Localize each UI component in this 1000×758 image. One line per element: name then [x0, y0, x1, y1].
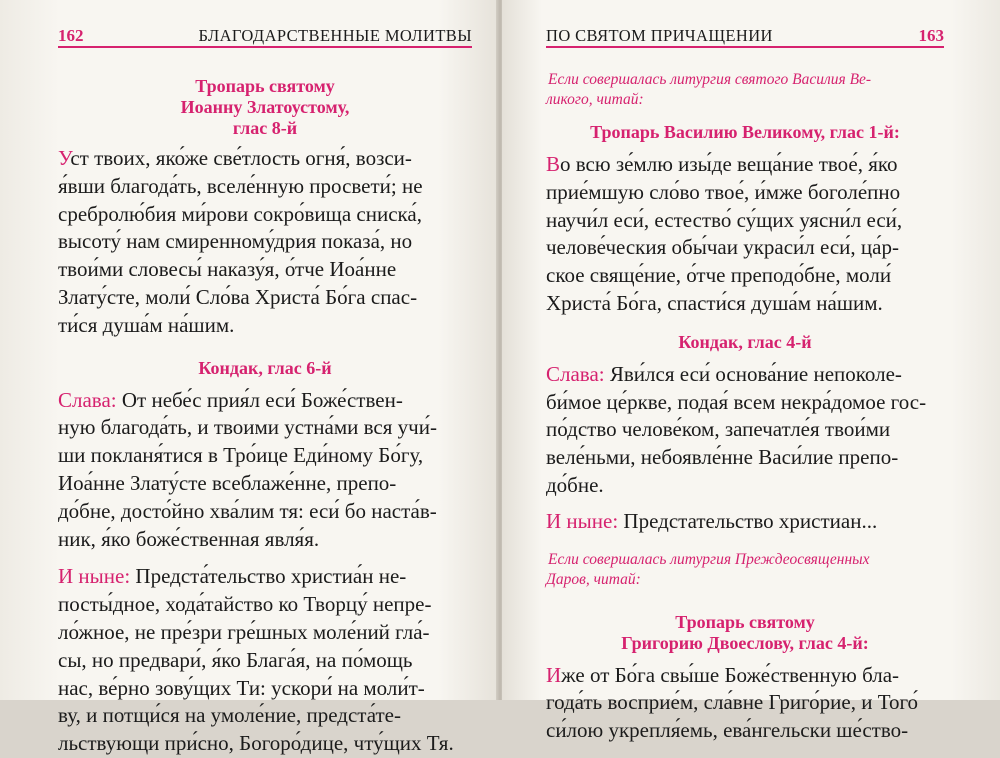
- text-line: прие́мшую сло́во твое́, и́мже боголе́пно: [546, 179, 901, 204]
- text-line: года́ть восприе́м, сла́вне Григо́рие, и Того́: [546, 690, 919, 715]
- rubric-line: ликого, читай:: [546, 91, 644, 108]
- text-line: ную благода́ть, и твоими устна́ми вся учи́-: [58, 415, 437, 440]
- heading-line: Иоанну Златоустому,: [180, 97, 350, 117]
- text-line: же от Бо́га свы́ше Боже́ственную бла-: [561, 662, 900, 687]
- drop-letter: У: [58, 146, 71, 170]
- prayer-text: [58, 387, 472, 554]
- heading-line: Тропарь святому: [675, 611, 815, 632]
- section-heading: [58, 76, 472, 139]
- text-line: нас, ве́рно зову́щих Ти: ускори́ на моли́т-: [58, 675, 425, 700]
- text-line: Предстательство христиан...: [618, 508, 878, 533]
- section-heading: [546, 612, 944, 654]
- running-title: БЛАГОДАРСТВЕННЫЕ МОЛИТВЫ: [198, 26, 472, 45]
- heading-line: глас 8-й: [232, 118, 298, 138]
- left-page-header: [58, 20, 472, 48]
- rubric-line: Даров, читай:: [546, 570, 641, 588]
- prayer-text: [58, 145, 472, 340]
- right-page-header: [546, 20, 944, 48]
- text-line: ти́ся душа́м на́шим.: [58, 312, 235, 337]
- text-line: Иоа́нне Злату́сте всеблаже́нне, препо-: [58, 470, 397, 495]
- text-line: до́бне, досто́йно хва́лим тя: еси́ бо наста́в-: [58, 498, 437, 523]
- prayer-text: [546, 151, 944, 318]
- page-number: 163: [918, 26, 944, 45]
- text-line: ву, и потщи́ся на умоле́ние, предста́те-: [58, 703, 401, 728]
- heading-line: Кондак, глас 6-й: [198, 357, 332, 378]
- text-line: ши покланя́тися в Тро́ице Еди́ному Бо́гу,: [58, 443, 424, 468]
- prayer-text: [546, 361, 944, 500]
- text-line: От небе́с прия́л еси́ Боже́ствен-: [116, 387, 403, 412]
- text-line: льствующи при́сно, Богоро́дице, чту́щих Тя.: [58, 731, 454, 756]
- text-line: Яви́лся еси́ основа́ние непоколе-: [604, 361, 902, 386]
- text-line: я́вши благода́ть, вселе́нную просвети́; не: [58, 173, 423, 198]
- section-heading: [58, 358, 472, 379]
- rubric-lead: И ныне:: [546, 508, 619, 533]
- text-line: челове́ческия обы́чаи украси́л еси́, ца́р-: [546, 235, 899, 260]
- drop-letter: В: [546, 152, 561, 176]
- text-line: ское свяще́ние, о́тче преподо́бне, моли́: [546, 263, 892, 288]
- text-line: сребролю́бия ми́рови сокро́вища сниска́,: [58, 201, 422, 226]
- text-line: ник, я́ко боже́ственная явля́я.: [58, 526, 320, 551]
- text-line: о всю зе́млю изы́де веща́ние твое́, я́ко: [560, 152, 898, 176]
- prayer-text: [546, 508, 944, 536]
- rubric-lead: Слава:: [58, 387, 117, 412]
- right-page: [502, 0, 1000, 743]
- drop-letter: И: [546, 662, 562, 687]
- section-heading: Кондак, глас 4-й: [678, 331, 812, 352]
- text-line: до́бне.: [546, 472, 604, 497]
- heading-line: Григорию Двоеслову, глас 4-й:: [621, 632, 869, 653]
- text-line: по́дство челове́ком, запечатле́я твои́ми: [546, 417, 891, 442]
- text-line: ло́жное, не пре́зри гре́шных моле́ний гла́-: [58, 619, 430, 644]
- rubric-line: Если совершалась литургия святого Василия Ве-: [548, 71, 872, 88]
- running-title: ПО СВЯТОМ ПРИЧАЩЕНИИ: [546, 26, 773, 45]
- text-line: Предста́тельство христиа́н не-: [130, 564, 407, 589]
- prayer-text: [546, 662, 944, 745]
- left-page: [0, 0, 498, 756]
- text-line: сы, но предвари́, я́ко Блага́я, на по́мощь: [58, 647, 413, 672]
- page-number: 162: [58, 26, 84, 45]
- rubric-lead: Слава:: [546, 361, 605, 386]
- text-line: Злату́сте, моли́ Сло́ва Христа́ Бо́га спас-: [58, 284, 418, 309]
- text-line: си́лою укрепля́емь, ева́нгельски ше́ство-: [546, 718, 909, 743]
- rubric-lead: И ныне:: [58, 564, 131, 589]
- text-line: Христа́ Бо́га, спасти́ся душа́м на́шим.: [546, 290, 883, 315]
- text-line: веле́ньми, небоявле́нне Васи́лие препо-: [546, 445, 899, 470]
- text-line: твои́ми словесы́ наказу́я, о́тче Иоа́нне: [58, 257, 397, 282]
- text-line: посты́дное, хода́тайство ко Творцу́ непре-: [58, 592, 432, 617]
- section-heading: Тропарь Василию Великому, глас 1-й:: [590, 122, 900, 142]
- text-line: ст твоих, яко́же све́тлость огня́, возси-: [70, 146, 412, 170]
- rubric-note: [546, 550, 944, 590]
- rubric-line: Если совершалась литургия Преждеосвященных: [548, 550, 870, 568]
- text-line: би́мое це́ркве, подая́ всем некра́домое гос-: [546, 389, 927, 414]
- text-line: научи́л еси́, естество́ су́щих уясни́л еси́,: [546, 207, 903, 232]
- heading-line: Тропарь святому: [195, 76, 335, 96]
- text-line: высоту́ нам смиренному́дрия показа́, но: [58, 229, 413, 254]
- rubric-note: [546, 70, 944, 110]
- prayer-text: [58, 563, 472, 758]
